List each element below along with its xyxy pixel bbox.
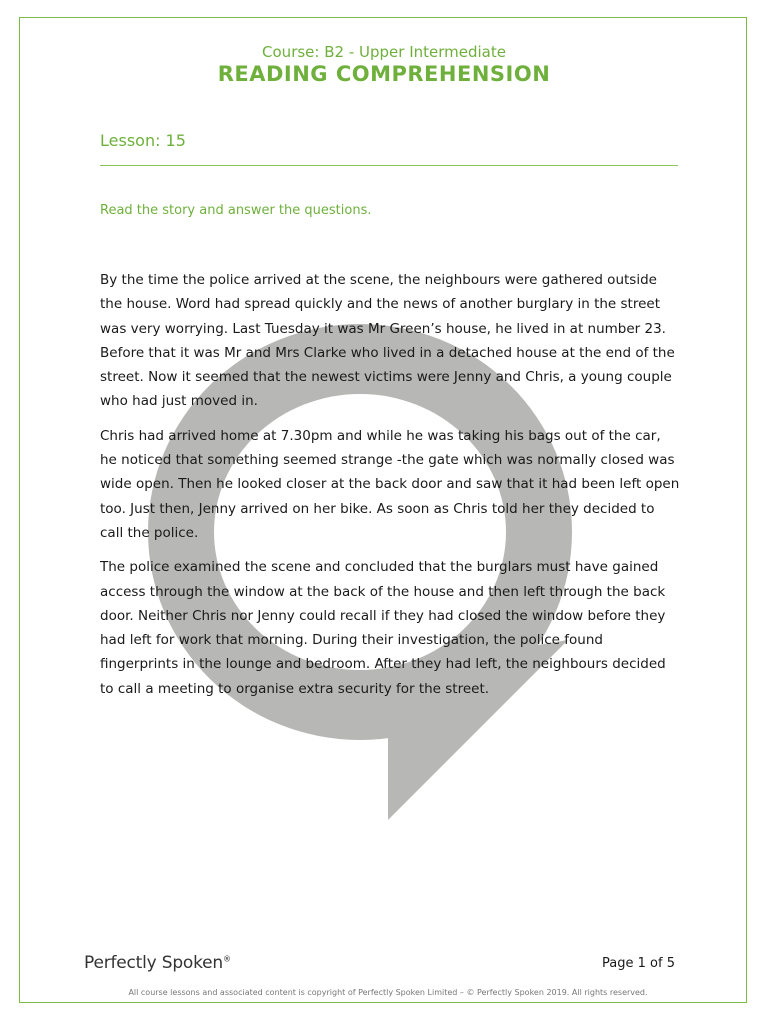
page-number: Page 1 of 5 bbox=[602, 956, 675, 971]
story-paragraph: Chris had arrived home at 7.30pm and while he was taking his bags out of the car, he noticed that something seemed strange -the gate which was normally closed was wide open. Then he looked closer at the back door and saw that it had been left open too. Just then, Jenny arrived on her bike. As soon as Chris told her they decided to call the police. bbox=[100, 427, 680, 541]
header-divider bbox=[100, 165, 678, 166]
instruction-text: Read the story and answer the questions. bbox=[100, 203, 372, 218]
page-title: READING COMPREHENSION bbox=[217, 62, 551, 86]
story-paragraph: The police examined the scene and concluded that the burglars must have gained access through the window at the back of the house and then left through the back door. Neither Chris nor Jenny could recall if they had closed the window before they had left for work that morning. During their investigation, the police found fingerprints in the lounge and bedroom. After they had left, the neighbours decided to call a meeting to organise extra security for the street. bbox=[100, 559, 666, 697]
logo-text: Perfectly Spoken bbox=[84, 953, 223, 973]
perfectly-spoken-logo bbox=[84, 953, 231, 973]
copyright-notice: All course lessons and associated content is copyright of Perfectly Spoken Limited – © Perfectly Spoken 2019. All rights reserved. bbox=[128, 988, 648, 997]
logo-registered-mark: ® bbox=[223, 954, 231, 964]
story-body bbox=[100, 268, 680, 711]
course-subtitle: Course: B2 - Upper Intermediate bbox=[262, 43, 506, 61]
lesson-number: Lesson: 15 bbox=[100, 131, 186, 150]
story-paragraph: By the time the police arrived at the scene, the neighbours were gathered outside the house. Word had spread quickly and the news of another burglary in the street was very worrying. Last Tuesday it was Mr Green’s house, he lived in at number 23. Before that it was Mr and Mrs Clarke who lived in a detached house at the end of the street. Now it seemed that the newest victims were Jenny and Chris, a young couple who had just moved in. bbox=[100, 272, 675, 410]
